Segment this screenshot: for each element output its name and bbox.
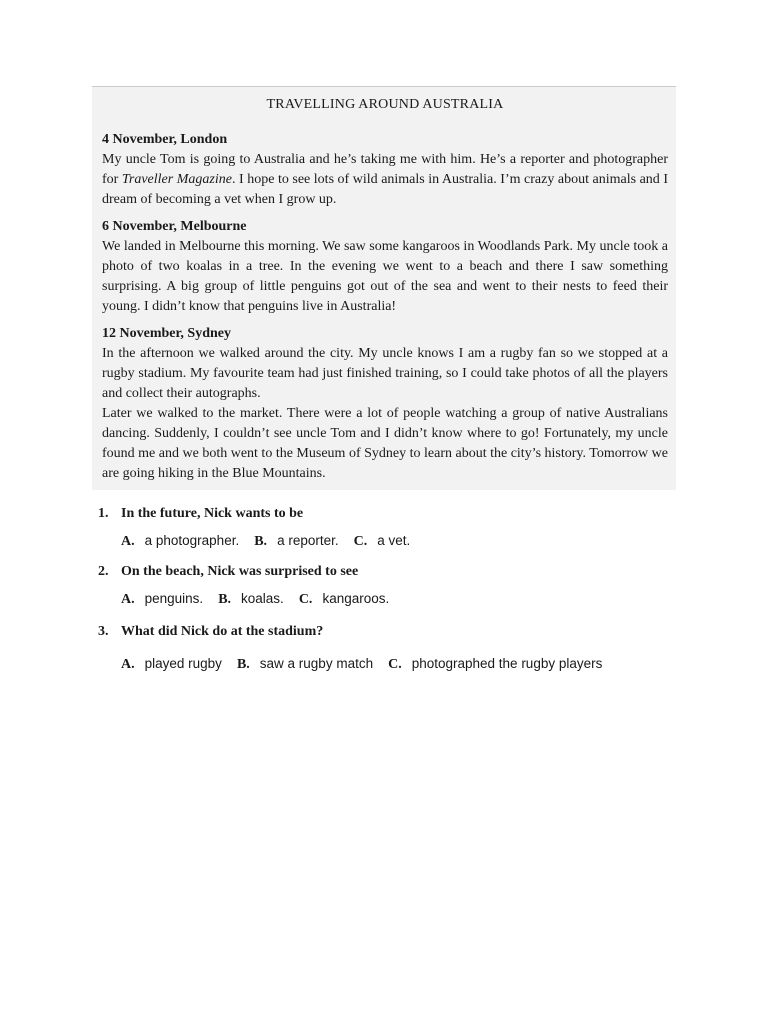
passage-title: TRAVELLING AROUND AUSTRALIA [266,97,504,112]
option-text: played rugby [144,656,222,671]
question-stem [98,621,698,643]
option-letter: B. [236,657,250,672]
option-text: kangaroos. [322,591,390,606]
answer-options [98,528,698,555]
question-3 [98,621,698,678]
option-letter: A. [121,657,135,672]
reading-passage [92,86,676,490]
option-a[interactable] [121,651,222,678]
entry-heading: 12 November, Sydney [102,326,231,341]
question-stem [98,503,698,525]
question-1 [98,503,698,555]
option-c[interactable] [299,586,389,613]
option-text: a photographer. [144,533,240,548]
option-text: photographed the rugby players [411,656,603,671]
option-letter: A. [121,534,135,549]
entry-body [102,237,668,317]
entry-body [102,344,668,484]
entry-paragraph: My uncle Tom is going to Australia and he’s taking me with him. He’s a reporter and photographer for Traveller Magazine. I hope to see lots of wild animals in Australia. I’m crazy about animals and I dream of becoming a vet when I grow up. [102,152,669,207]
diary-entry-london [102,130,668,210]
option-letter: B. [218,592,232,607]
option-a[interactable] [121,586,203,613]
answer-options [98,586,698,613]
option-letter: C. [353,534,368,549]
option-text: koalas. [241,591,284,606]
option-text: a reporter. [277,533,339,548]
diary-entry-melbourne [102,217,668,317]
question-list [98,503,698,684]
option-b[interactable] [254,528,338,555]
option-b[interactable] [218,586,284,613]
option-c[interactable] [354,528,411,555]
question-number: 3. [98,624,109,639]
question-number: 2. [98,564,109,579]
question-stem [98,561,698,583]
question-2 [98,561,698,613]
option-text: saw a rugby match [259,656,374,671]
option-text: a vet. [377,533,411,548]
option-letter: A. [121,592,135,607]
entry-heading: 4 November, London [102,132,228,147]
option-letter: C. [298,592,313,607]
option-a[interactable] [121,528,239,555]
question-number: 1. [98,506,109,521]
question-text: On the beach, Nick was surprised to see [121,564,359,579]
entry-paragraph: In the afternoon we walked around the city. My uncle knows I am a rugby fan so we stopped at a rugby stadium. My favourite team had just finished training, so I could take photos of all the players and collect their autographs. [102,346,668,401]
entry-paragraph: We landed in Melbourne this morning. We saw some kangaroos in Woodlands Park. My uncle took a photo of two koalas in a tree. In the evening we went to a beach and there I saw something surprising. A big group of little penguins got out of the sea and went to their nests to feed their young. I didn’t know that penguins live in Australia! [102,239,668,314]
option-b[interactable] [237,651,373,678]
diary-entry-sydney [102,324,668,484]
option-letter: B. [254,534,268,549]
entry-paragraph: Later we walked to the market. There were a lot of people watching a group of native Australians dancing. Suddenly, I couldn’t see uncle Tom and I didn’t know where to go! Fortunately, my uncle found me and we both went to the Museum of Sydney to learn about the city’s history. Tomorrow we are going hiking in the Blue Mountains. [102,406,668,481]
option-text: penguins. [144,591,204,606]
question-text: In the future, Nick wants to be [121,506,304,521]
magazine-title: Traveller Magazine [121,172,232,187]
answer-options [98,651,698,678]
question-text: What did Nick do at the stadium? [121,624,324,639]
entry-heading: 6 November, Melbourne [102,219,247,234]
option-letter: C. [388,657,402,672]
option-c[interactable] [388,651,602,678]
entry-body [102,150,668,210]
